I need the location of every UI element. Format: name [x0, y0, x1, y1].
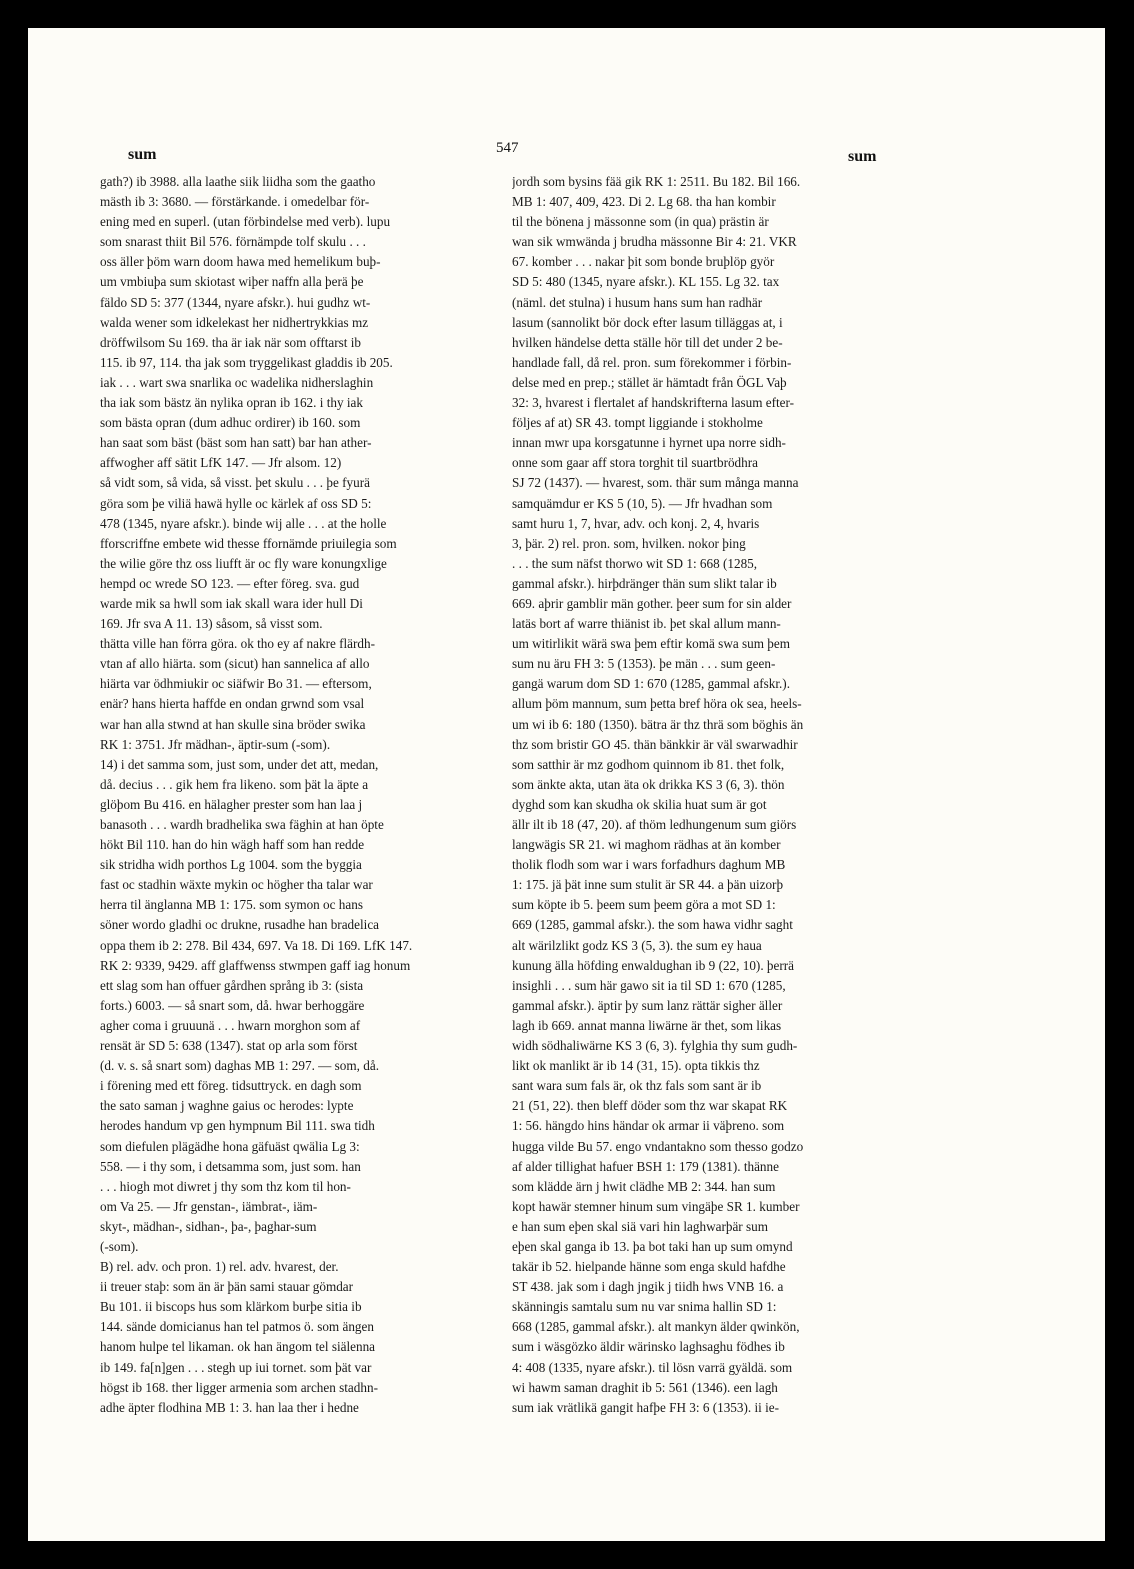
text-line: högst ib 168. ther ligger armenia som archen stadhn-: [100, 1379, 378, 1395]
text-line: lagh ib 669. annat manna liwärne är thet, som likas: [512, 1017, 782, 1033]
text-line: walda wener som idkelekast her nidhertrykkias mz: [100, 314, 369, 330]
text-line: hugga vilde Bu 57. engo vndantakno som thesso godzo: [512, 1138, 804, 1154]
text-line: mästh ib 3: 3680. — förstärkande. i omedelbar för-: [100, 194, 370, 210]
text-line: hvilken händelse detta ställe hör till det under 2 be-: [512, 334, 783, 350]
text-line: söner wordo gladhi oc drukne, rusadhe han bradelica: [100, 917, 380, 933]
text-line: um witirlikit wärä swa þem eftir komä swa sum þem: [512, 636, 790, 652]
text-line: ällr ilt ib 18 (47, 20). af thöm ledhungenum sum giörs: [512, 817, 797, 832]
left-column: [100, 172, 492, 1418]
text-line: wan sik wmwända j brudha mässonne Bir 4: 21. VKR: [512, 234, 797, 250]
text-line: 669. aþrir gamblir män gother. þeer sum for sin alder: [512, 595, 792, 611]
text-line: sum iak vrätlikä gangit hafþe FH 3: 6 (1353). ii ie-: [512, 1399, 779, 1415]
text-line: thz som bristir GO 45. thän bänkkir är väl swarwadhir: [512, 736, 798, 752]
text-line: då. decius . . . gik hem fra likeno. som þät la äpte a: [100, 776, 369, 792]
text-line: latäs bort af warre thiänist ib. þet skal allum mann-: [512, 616, 781, 632]
text-line: . . . the sum näfst thorwo wit SD 1: 668 (1285,: [512, 555, 758, 571]
text-line: 3, þär. 2) rel. pron. som, hvilken. nokor þing: [512, 535, 746, 551]
text-line: til the bönena j mässonne som (in qua) prästin är: [512, 214, 769, 230]
text-line: sant wara sum fals är, ok thz fals som sant är ib: [512, 1078, 762, 1094]
text-line: dyghd som kan skudha ok skilia huat sum är got: [512, 796, 767, 812]
text-line: sik stridha widh porthos Lg 1004. som the byggia: [100, 857, 362, 873]
text-line: widh södhaliwärne KS 3 (6, 3). fylghia thy sum gudh-: [512, 1038, 798, 1054]
text-line: . . . hiogh mot diwret j thy som thz kom til hon-: [100, 1178, 351, 1194]
text-line: fast oc stadhin wäxte mykin oc högher tha talar war: [100, 877, 373, 893]
text-line: hempd oc wrede SO 123. — efter föreg. sva. gud: [100, 575, 360, 591]
text-line: kopt hawär stemner hinum sum vingäþe SR 1. kumber: [512, 1198, 800, 1214]
text-line: the sato saman j waghne gaius oc herodes: lypte: [100, 1098, 354, 1114]
text-line: kunung älla höfding enwaldughan ib 9 (22, 10). þerrä: [512, 957, 794, 973]
text-line: sum köpte ib 5. þeem sum þeem göra a mot SD 1:: [512, 897, 776, 913]
text-line: takär ib 52. hielpande hänne som enga skuld hafdhe: [512, 1259, 786, 1275]
text-line: RK 2: 9339, 9429. aff glaffwenss stwmpen gaff iag honum: [100, 957, 411, 973]
text-line: e han sum eþen skal siä vari hin laghwarþär sum: [512, 1218, 768, 1234]
text-line: the wilie göre thz oss liufft är oc fly ware konungxlige: [100, 555, 387, 571]
text-line: ST 438. jak som i dagh jngik j tiidh hws VNB 16. a: [512, 1279, 784, 1295]
text-line: gammal afskr.). hirþdränger thän sum slikt talar ib: [512, 575, 777, 591]
text-line: ii treuer staþ: som än är þän sami stauar gömdar: [100, 1279, 354, 1295]
text-line: lasum (sannolikt bör dock efter lasum tilläggas at, i: [512, 314, 783, 330]
text-line: 4: 408 (1335, nyare afskr.). til lösn varrä gyäldä. som: [512, 1359, 793, 1375]
text-line: tholik flodh som war i wars forfadhurs daghum MB: [512, 857, 786, 873]
text-line: um vmbiuþa sum skiotast wiþer naffn alla þerä þe: [100, 274, 364, 290]
text-line: MB 1: 407, 409, 423. Di 2. Lg 68. tha han kombir: [512, 194, 776, 210]
text-line: SD 5: 480 (1345, nyare afskr.). KL 155. Lg 32. tax: [512, 274, 780, 290]
text-line: delse med en prep.; stället är hämtadt från ÖGL Vaþ: [512, 374, 787, 390]
text-line: 21 (51, 22). then bleff döder som thz war skapat RK: [512, 1098, 788, 1114]
text-line: 1: 56. hängdo hins händar ok armar ii väþreno. som: [512, 1118, 785, 1134]
text-line: thätta ville han förra göra. ok tho ey af nakre flärdh-: [100, 636, 375, 652]
text-line: adhe äpter flodhina MB 1: 3. han laa ther i hedne: [100, 1399, 359, 1415]
text-line: 1: 175. jä þät inne sum stulit är SR 44. a þän uizorþ: [512, 877, 784, 893]
text-line: Bu 101. ii biscops hus som klärkom burþe sitia ib: [100, 1299, 362, 1315]
text-line: af alder tillighat hafuer BSH 1: 179 (1381). thänne: [512, 1158, 779, 1174]
text-line: war han alla stwnd at han skulle sina bröder swika: [100, 716, 366, 732]
text-line: 669 (1285, gammal afskr.). the som hawa vidhr saght: [512, 917, 793, 933]
text-line: skänningis samtalu sum nu var snima hallin SD 1:: [512, 1299, 777, 1315]
text-line: handlade fall, då rel. pron. sum förekommer i förbin-: [512, 354, 792, 370]
text-line: oss äller þöm warn doom hawa med hemelikum buþ-: [100, 254, 381, 270]
text-line: herra til änglanna MB 1: 175. som symon oc hans: [100, 897, 363, 913]
text-line: dröffwilsom Su 169. tha är iak när som offtarst ib: [100, 334, 362, 350]
text-line: langwägis SR 21. wi maghom rädhas at än komber: [512, 837, 781, 853]
text-line: glöþom Bu 416. en hälagher prester som han laa j: [100, 796, 363, 812]
text-line: gammal afskr.). äptir þy sum lanz rättär sigher äller: [512, 997, 783, 1013]
text-line: 668 (1285, gammal afskr.). alt mankyn älder qwinkön,: [512, 1319, 800, 1335]
text-line: som klädde ärn j hwit clädhe MB 2: 344. han sum: [512, 1178, 776, 1194]
text-line: eþen skal ganga ib 13. þa bot taki han up sum omynd: [512, 1238, 793, 1254]
running-head-left: sum: [128, 146, 157, 163]
text-line: oppa them ib 2: 278. Bil 434, 697. Va 18. Di 169. LfK 147.: [100, 937, 413, 953]
text-line: SJ 72 (1437). — hvarest, som. thär sum många manna: [512, 475, 799, 491]
text-line: affwogher aff sätit LfK 147. — Jfr alsom. 12): [100, 455, 342, 471]
text-line: 558. — i thy som, i detsamma som, just som. han: [100, 1158, 361, 1174]
text-line: hökt Bil 110. han do hin wägh haff som han redde: [100, 837, 365, 853]
text-line: som satthir är mz godhom quinnom ib 81. thet folk,: [512, 756, 785, 772]
text-line: 169. Jfr sva A 11. 13) såsom, så visst som.: [100, 616, 323, 632]
text-line: i förening med ett föreg. tidsuttryck. en dagh som: [100, 1078, 362, 1094]
text-line: iak . . . wart swa snarlika oc wadelika nidherslaghin: [100, 374, 374, 390]
text-line: agher coma i gruuunä . . . hwarn morghon som af: [100, 1017, 361, 1033]
text-line: hiärta var ödhmiukir oc siäfwir Bo 31. — eftersom,: [100, 676, 372, 692]
text-line: vtan af allo hiärta. som (sicut) han sannelica af allo: [100, 656, 370, 672]
text-line: 14) i det samma som, just som, under det att, medan,: [100, 756, 379, 772]
text-line: (-som).: [100, 1238, 139, 1254]
text-line: (näml. det stulna) i husum hans sum han radhär: [512, 294, 763, 310]
text-line: 115. ib 97, 114. tha jak som tryggelikast gladdis ib 205.: [100, 354, 393, 370]
text-line: som diefulen plägädhe hona gäfuäst qwälia Lg 3:: [100, 1138, 360, 1154]
text-line: gangä warum dom SD 1: 670 (1285, gammal afskr.).: [512, 676, 790, 692]
text-line: allum þöm mannum, sum þetta bref höra ok sea, heels-: [512, 696, 802, 712]
text-line: 478 (1345, nyare afskr.). binde wij alle . . . at the holle: [100, 515, 387, 531]
text-line: ett slag som han offuer gårdhen språng ib 3: (sista: [100, 977, 364, 993]
text-line: enär? hans hierta haffde en ondan grwnd som vsal: [100, 696, 365, 712]
text-line: som bästa opran (dum adhuc ordirer) ib 160. som: [100, 415, 361, 431]
text-line: herodes handum vp gen hympnum Bil 111. swa tidh: [100, 1118, 375, 1134]
text-line: om Va 25. — Jfr genstan-, iämbrat-, iäm-: [100, 1198, 318, 1214]
text-line: banasoth . . . wardh bradhelika swa fäghin at han öpte: [100, 817, 384, 832]
text-line: (d. v. s. så snart som) daghas MB 1: 297. — som, då.: [100, 1058, 379, 1074]
text-line: B) rel. adv. och pron. 1) rel. adv. hvarest, der.: [100, 1259, 339, 1275]
text-line: fäldo SD 5: 377 (1344, nyare afskr.). hui gudhz wt-: [100, 294, 371, 310]
text-line: följes af at) SR 43. tompt liggiande i stokholme: [512, 415, 763, 431]
text-line: 67. komber . . . nakar þit som bonde bruþlöp györ: [512, 254, 775, 270]
text-line: så vidt som, så vida, så visst. þet skulu . . . þe fyurä: [100, 475, 370, 491]
text-line: likt ok manlikt är ib 14 (31, 15). opta tikkis thz: [512, 1058, 760, 1074]
running-head-right: sum: [848, 148, 877, 165]
text-line: samquämdur er KS 5 (10, 5). — Jfr hvadhan som: [512, 495, 773, 511]
text-line: um wi ib 6: 180 (1350). bätra är thz thrä som böghis än: [512, 716, 804, 732]
text-line: fforscriffne embete wid thesse ffornämde priuilegia som: [100, 535, 397, 551]
text-line: alt wärilzlikt godz KS 3 (5, 3). the sum ey haua: [512, 937, 762, 953]
text-line: gath?) ib 3988. alla laathe siik liidha som the gaatho: [100, 174, 376, 189]
text-line: onne som gaar aff stora torghit til suartbrödhra: [512, 455, 758, 471]
dictionary-page: [28, 28, 1105, 1541]
text-line: wi hawm saman draghit ib 5: 561 (1346). een lagh: [512, 1379, 778, 1395]
text-line: rensät är SD 5: 638 (1347). stat op arla som först: [100, 1038, 358, 1054]
text-line: skyt-, mädhan-, sidhan-, þa-, þaghar-sum: [100, 1218, 317, 1234]
text-line: warde mik sa hwll som iak skall wara ider hull Di: [100, 595, 363, 611]
text-line: som snarast thiit Bil 576. förnämpde tolf skulu . . .: [100, 234, 366, 250]
text-line: ening med en superl. (utan förbindelse med verb). lupu: [100, 214, 391, 230]
text-line: sum nu äru FH 3: 5 (1353). þe män . . . sum geen-: [512, 656, 776, 672]
page-number: 547: [496, 140, 519, 156]
text-line: han saat som bäst (bäst som han satt) bar han ather-: [100, 435, 372, 451]
text-line: RK 1: 3751. Jfr mädhan-, äptir-sum (-som).: [100, 736, 331, 752]
text-line: 32: 3, hvarest i flertalet af handskrifterna lasum efter-: [512, 395, 795, 411]
text-line: samt huru 1, 7, hvar, adv. och konj. 2, 4, hvaris: [512, 515, 760, 531]
right-column: [512, 172, 904, 1418]
text-line: innan mwr upa korsgatunne i hyrnet upa norre sidh-: [512, 435, 786, 451]
text-line: sum i wäsgözko äldir wärinsko laghsaghu födhes ib: [512, 1339, 785, 1355]
text-line: jordh som bysins fää gik RK 1: 2511. Bu 182. Bil 166.: [512, 174, 801, 189]
text-line: göra som þe viliä hawä hylle oc kärlek af oss SD 5:: [100, 495, 372, 511]
text-line: 144. sände domicianus han tel patmos ö. som ängen: [100, 1319, 374, 1335]
text-line: insighli . . . sum här gawo sit ia til SD 1: 670 (1285,: [512, 977, 786, 993]
text-line: hanom hulpe tel likaman. ok han ängom tel siälenna: [100, 1339, 376, 1355]
text-line: tha iak som bästz än nylika opran ib 162. i thy iak: [100, 395, 363, 411]
text-line: forts.) 6003. — så snart som, då. hwar berhoggäre: [100, 997, 365, 1013]
text-line: som änkte akta, utan äta ok drikka KS 3 (6, 3). thön: [512, 776, 785, 792]
text-line: ib 149. fa[n]gen . . . stegh up iui tornet. som þät var: [100, 1359, 372, 1375]
